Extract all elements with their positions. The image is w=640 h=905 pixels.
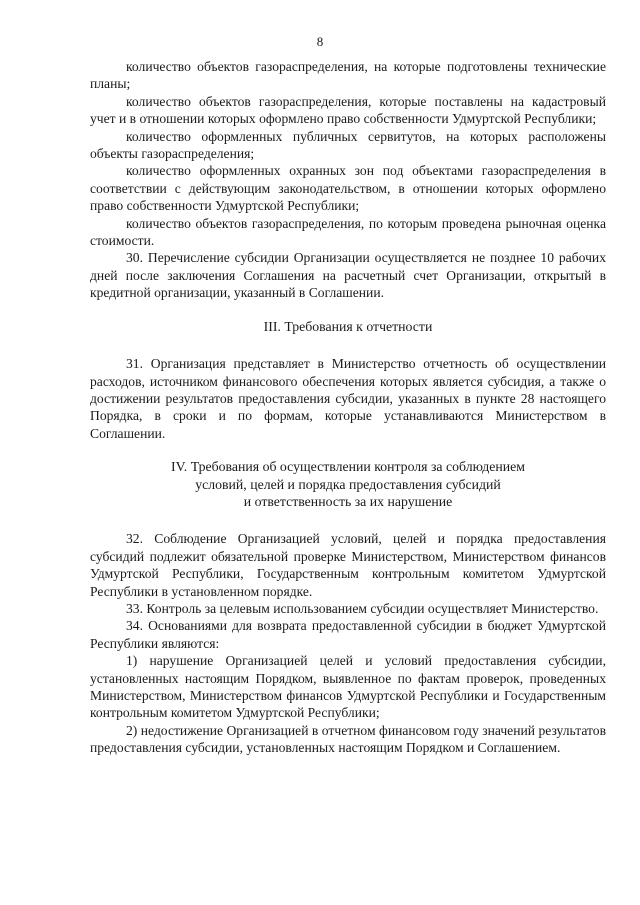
section-heading-line: IV. Требования об осуществлении контроля за соблюдением: [171, 459, 525, 475]
paragraph: количество объектов газораспределения, которые поставлены на кадастровый учет и в отношении которых оформлено право собственности Удмуртской Республики;: [90, 93, 606, 127]
paragraph: количество объектов газораспределения, на которые подготовлены технические планы;: [90, 59, 606, 92]
paragraph: 30. Перечисление субсидии Организации осуществляется не позднее 10 рабочих дней после заключения Соглашения на расчетный счет Организации, открытый в кредитной организации, указанный в Соглашении.: [90, 250, 606, 301]
paragraph: 1) нарушение Организацией целей и условий предоставления субсидии, установленных настоящим Порядком, выявленное по фактам проверок, проведенных Министерством, Министерством финансов Удмуртской Республики и Государственным контрольным комитетом Удмуртской Республики;: [90, 653, 606, 721]
section-heading-line: и ответственность за их нарушение: [243, 493, 453, 509]
document-body: [90, 58, 606, 757]
section-heading-line: условий, целей и порядка предоставления субсидий: [195, 476, 501, 492]
section-4-heading-block: [90, 458, 606, 510]
section-heading: III. Требования к отчетности: [263, 318, 433, 334]
paragraph: количество объектов газораспределения, по которым проведена рыночная оценка стоимости.: [90, 215, 606, 249]
paragraph: 34. Основаниями для возврата предоставленной субсидии в бюджет Удмуртской Республики являются:: [90, 618, 606, 651]
page-number: 8: [316, 34, 324, 49]
paragraph: 31. Организация представляет в Министерство отчетность об осуществлении расходов, источником финансового обеспечения которых является субсидия, а также о достижении результатов предоставления субсидии, указанных в пункте 28 настоящего Порядка, в сроки и по формам, которые устанавливаются Министерством в Соглашении.: [90, 356, 606, 441]
section-3-heading-block: [90, 318, 606, 335]
paragraph: количество оформленных публичных сервитутов, на которых расположены объекты газораспределения;: [90, 128, 606, 162]
paragraph: количество оформленных охранных зон под объектами газораспределения в соответствии с действующим законодательством, в отношении которых оформлено право собственности Удмуртской Республики;: [90, 163, 606, 214]
paragraph: 2) недостижение Организацией в отчетном финансовом году значений результатов предоставления субсидии, установленных настоящим Порядком и Соглашением.: [90, 722, 606, 756]
paragraph: 32. Соблюдение Организацией условий, целей и порядка предоставления субсидий подлежит обязательной проверке Министерством, Министерством финансов Удмуртской Республики, Государственным контрольным комитетом Удмуртской Республики в установленном порядке.: [90, 531, 606, 599]
paragraph: 33. Контроль за целевым использованием субсидии осуществляет Министерство.: [126, 600, 599, 616]
